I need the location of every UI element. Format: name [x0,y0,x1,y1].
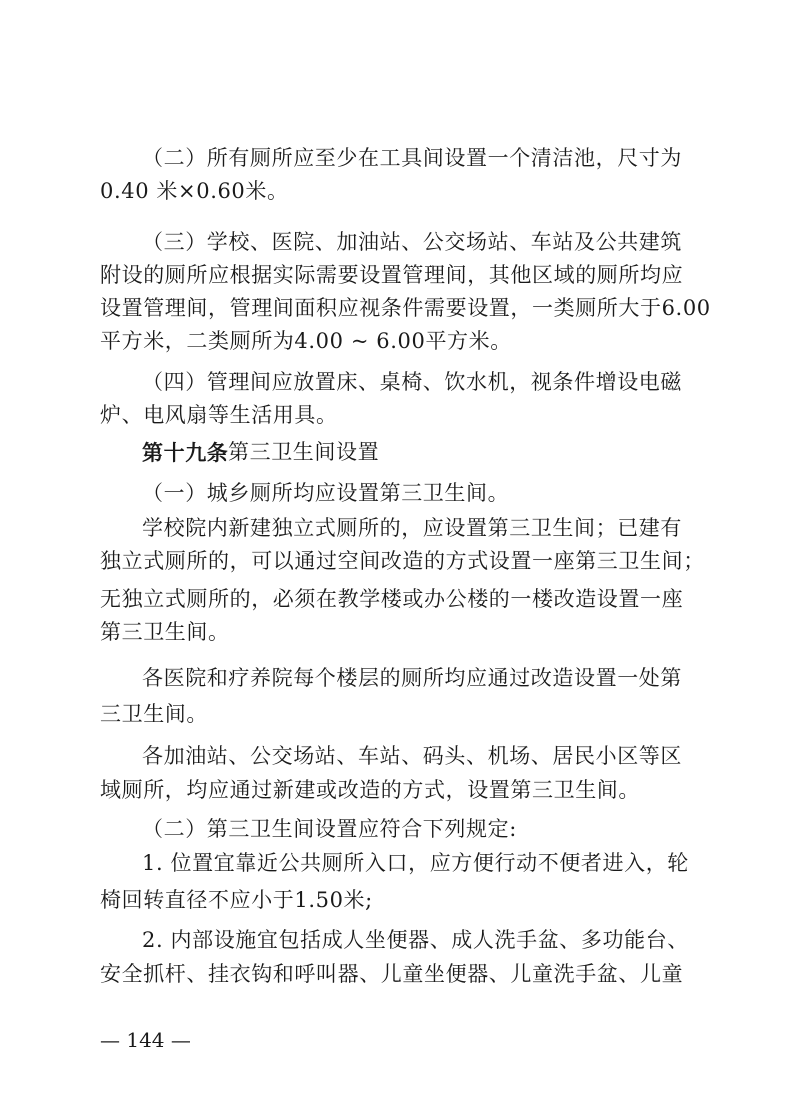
article-heading: 第十九条 [142,440,229,465]
page-number: — 144 — [100,1028,191,1052]
paragraph-line: 椅回转直径不应小于1.50米; [100,888,373,912]
paragraph-line: （二）第三卫生间设置应符合下列规定: [142,817,517,841]
paragraph-line: （三）学校、医院、加油站、公交场站、车站及公共建筑 [142,230,682,254]
paragraph-line: 炉、电风扇等生活用具。 [100,403,338,427]
paragraph-line: 域厕所，均应通过新建或改造的方式，设置第三卫生间。 [100,778,640,802]
paragraph-line: 独立式厕所的，可以通过空间改造的方式设置一座第三卫生间； [100,549,705,573]
paragraph-line: 学校院内新建独立式厕所的，应设置第三卫生间；已建有 [142,516,682,540]
paragraph-line: 安全抓杆、挂衣钩和呼叫器、儿童坐便器、儿童洗手盆、儿童 [100,962,684,986]
paragraph-line: 设置管理间，管理间面积应视条件需要设置，一类厕所大于6.00 [100,296,711,320]
paragraph-line: 2. 内部设施宜包括成人坐便器、成人洗手盆、多功能台、 [142,928,689,952]
paragraph-line: 第三卫生间。 [100,620,230,644]
paragraph-line: 各医院和疗养院每个楼层的厕所均应通过改造设置一处第 [142,666,682,690]
paragraph-line: 无独立式厕所的，必须在教学楼或办公楼的一楼改造设置一座 [100,587,684,611]
paragraph-line: 0.40 米×0.60米。 [100,179,289,203]
paragraph-line: 附设的厕所应根据实际需要设置管理间，其他区域的厕所均应 [100,263,684,287]
paragraph-line: （二）所有厕所应至少在工具间设置一个清洁池，尺寸为 [142,146,682,170]
paragraph-line: 1. 位置宜靠近公共厕所入口，应方便行动不便者进入，轮 [142,851,689,875]
paragraph-line: 三卫生间。 [100,702,208,726]
article-title: 第三卫生间设置 [228,440,380,464]
paragraph-line: 平方米，二类厕所为4.00 ~ 6.00平方米。 [100,329,512,353]
paragraph-line: 各加油站、公交场站、车站、码头、机场、居民小区等区 [142,744,682,768]
paragraph-line: （一）城乡厕所均应设置第三卫生间。 [142,481,510,505]
paragraph-line: （四）管理间应放置床、桌椅、饮水机，视条件增设电磁 [142,370,682,394]
